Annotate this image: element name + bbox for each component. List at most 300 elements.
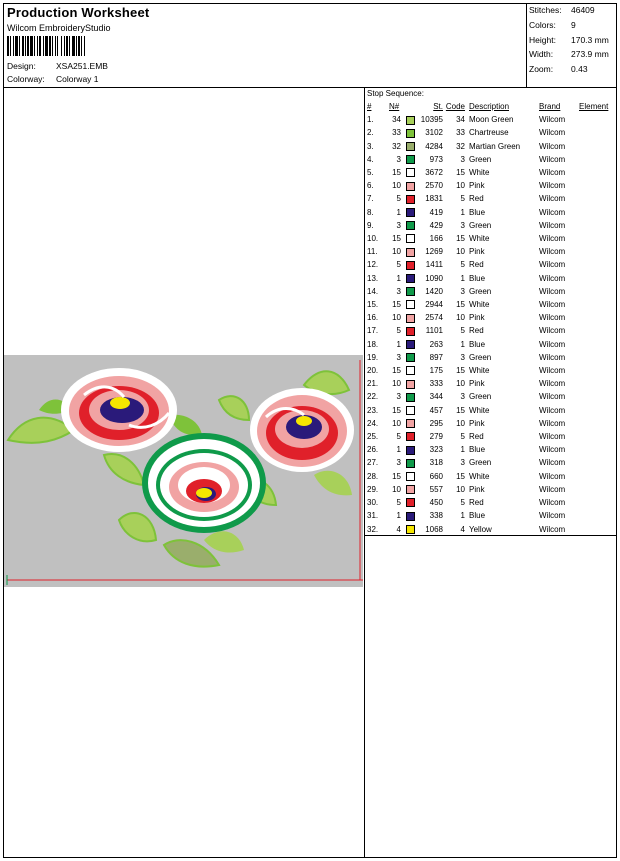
- row-swatch: [401, 417, 420, 430]
- stat-colors: [529, 20, 609, 35]
- row-brand: Wilcom: [539, 115, 566, 125]
- row-description: Blue: [469, 273, 486, 283]
- color-swatch-icon: [406, 498, 415, 507]
- color-swatch-icon: [406, 208, 415, 217]
- row-description: Red: [469, 432, 484, 442]
- col-header-code: Code: [445, 102, 465, 111]
- row-brand: Wilcom: [539, 300, 566, 310]
- stat-value: 9: [571, 19, 576, 30]
- row-brand: Wilcom: [539, 432, 566, 442]
- row-code: 5: [460, 260, 465, 270]
- row-brand: Wilcom: [539, 128, 566, 138]
- row-stitches: 450: [429, 498, 443, 508]
- row-stitches: 2574: [425, 313, 443, 323]
- row-element: [579, 285, 609, 298]
- stat-label: Stitches:: [529, 5, 562, 15]
- row-swatch: [401, 219, 420, 232]
- row-description: Green: [469, 458, 492, 468]
- row-index: 31.: [367, 511, 379, 521]
- row-code: 4: [460, 524, 465, 534]
- row-description: Blue: [469, 339, 486, 349]
- row-description: White: [469, 366, 490, 376]
- color-swatch-icon: [406, 459, 415, 468]
- table-row: [366, 245, 609, 258]
- row-brand: Wilcom: [539, 484, 566, 494]
- row-stitches: 457: [429, 405, 443, 415]
- col-header-stitches: St.: [433, 102, 443, 111]
- row-stitches: 4284: [425, 141, 443, 151]
- row-brand: Wilcom: [539, 352, 566, 362]
- row-index: 15.: [367, 300, 379, 310]
- row-element: [579, 192, 609, 205]
- row-stitches: 557: [429, 484, 443, 494]
- color-swatch-icon: [406, 512, 415, 521]
- row-code: 3: [460, 458, 465, 468]
- color-swatch-icon: [406, 380, 415, 389]
- row-brand: Wilcom: [539, 234, 566, 244]
- row-brand: Wilcom: [539, 418, 566, 428]
- row-stitches: 2944: [425, 300, 443, 310]
- color-swatch-icon: [406, 366, 415, 375]
- color-swatch-icon: [406, 485, 415, 494]
- row-index: 32.: [367, 524, 379, 534]
- color-swatch-icon: [406, 261, 415, 270]
- row-needle: 34: [392, 115, 401, 125]
- row-index: 11.: [367, 247, 378, 257]
- row-stitches: 323: [429, 445, 443, 455]
- row-swatch: [401, 351, 420, 364]
- color-swatch-icon: [406, 221, 415, 230]
- row-description: Blue: [469, 207, 486, 217]
- row-needle: 15: [392, 234, 401, 244]
- color-swatch-icon: [406, 406, 415, 415]
- color-swatch-icon: [406, 234, 415, 243]
- color-swatch-icon: [406, 314, 415, 323]
- row-needle: 15: [392, 300, 401, 310]
- row-needle: 5: [396, 326, 401, 336]
- row-description: White: [469, 234, 490, 244]
- row-swatch: [401, 509, 420, 522]
- row-index: 24.: [367, 418, 379, 428]
- color-swatch-icon: [406, 353, 415, 362]
- color-swatch-icon: [406, 116, 415, 125]
- color-swatch-icon: [406, 525, 415, 534]
- row-description: Martian Green: [469, 141, 521, 151]
- row-swatch: [401, 298, 420, 311]
- row-code: 5: [460, 432, 465, 442]
- row-brand: Wilcom: [539, 313, 566, 323]
- row-stitches: 1420: [425, 286, 443, 296]
- stop-sequence-title: Stop Sequence:: [367, 89, 424, 98]
- row-stitches: 344: [429, 392, 443, 402]
- row-element: [579, 404, 609, 417]
- row-needle: 3: [396, 458, 401, 468]
- row-description: Green: [469, 154, 492, 164]
- row-description: Red: [469, 260, 484, 270]
- row-index: 20.: [367, 366, 379, 376]
- color-swatch-icon: [406, 248, 415, 257]
- table-row: [366, 179, 609, 192]
- table-row: [366, 311, 609, 324]
- col-header-index: #: [367, 102, 372, 111]
- row-swatch: [401, 192, 420, 205]
- row-index: 21.: [367, 379, 379, 389]
- table-row: [366, 523, 609, 536]
- row-needle: 5: [396, 498, 401, 508]
- table-row: [366, 483, 609, 496]
- row-index: 18.: [367, 339, 379, 349]
- row-needle: 5: [396, 194, 401, 204]
- embroidery-peony-design-icon: [4, 355, 363, 587]
- row-needle: 10: [392, 484, 401, 494]
- row-code: 1: [460, 445, 465, 455]
- color-swatch-icon: [406, 300, 415, 309]
- row-code: 1: [460, 207, 465, 217]
- row-needle: 10: [392, 418, 401, 428]
- stat-height: [529, 35, 609, 50]
- row-description: White: [469, 300, 490, 310]
- color-swatch-icon: [406, 472, 415, 481]
- row-index: 23.: [367, 405, 379, 415]
- row-brand: Wilcom: [539, 220, 566, 230]
- row-brand: Wilcom: [539, 379, 566, 389]
- row-index: 12.: [367, 260, 379, 270]
- row-index: 22.: [367, 392, 379, 402]
- row-stitches: 429: [429, 220, 443, 230]
- stats-divider: [526, 3, 527, 87]
- color-swatch-icon: [406, 287, 415, 296]
- row-swatch: [401, 232, 420, 245]
- row-description: Green: [469, 286, 492, 296]
- table-row: [366, 272, 609, 285]
- row-index: 14.: [367, 286, 379, 296]
- row-code: 3: [460, 392, 465, 402]
- row-needle: 4: [396, 524, 401, 534]
- row-brand: Wilcom: [539, 458, 566, 468]
- table-row: [366, 417, 609, 430]
- row-element: [579, 179, 609, 192]
- stat-zoom: [529, 64, 609, 79]
- table-row: [366, 232, 609, 245]
- row-stitches: 419: [429, 207, 443, 217]
- row-index: 27.: [367, 458, 379, 468]
- row-description: White: [469, 471, 490, 481]
- stop-sequence-table: [366, 100, 609, 536]
- row-stitches: 166: [429, 234, 443, 244]
- row-code: 1: [460, 339, 465, 349]
- row-element: [579, 364, 609, 377]
- row-brand: Wilcom: [539, 247, 566, 257]
- row-element: [579, 258, 609, 271]
- row-stitches: 1068: [425, 524, 443, 534]
- row-brand: Wilcom: [539, 141, 566, 151]
- table-row: [366, 404, 609, 417]
- row-brand: Wilcom: [539, 339, 566, 349]
- row-swatch: [401, 285, 420, 298]
- row-element: [579, 126, 609, 139]
- row-brand: Wilcom: [539, 366, 566, 376]
- row-brand: Wilcom: [539, 326, 566, 336]
- row-stitches: 333: [429, 379, 443, 389]
- row-description: Blue: [469, 511, 486, 521]
- row-swatch: [401, 179, 420, 192]
- row-needle: 1: [396, 445, 401, 455]
- row-element: [579, 219, 609, 232]
- stat-value: 46409: [571, 5, 595, 15]
- row-code: 10: [456, 484, 465, 494]
- row-code: 3: [460, 154, 465, 164]
- row-needle: 5: [396, 260, 401, 270]
- row-element: [579, 338, 609, 351]
- stat-value: 0.43: [571, 64, 588, 75]
- row-needle: 1: [396, 511, 401, 521]
- row-element: [579, 166, 609, 179]
- row-element: [579, 470, 609, 483]
- row-needle: 15: [392, 471, 401, 481]
- row-needle: 3: [396, 392, 401, 402]
- row-swatch: [401, 523, 420, 536]
- row-swatch: [401, 140, 420, 153]
- colorway-value: Colorway 1: [56, 74, 99, 84]
- row-element: [579, 113, 609, 126]
- color-swatch-icon: [406, 274, 415, 283]
- color-swatch-icon: [406, 432, 415, 441]
- row-description: Green: [469, 220, 492, 230]
- row-element: [579, 456, 609, 469]
- table-header-row: [366, 100, 609, 113]
- row-description: Red: [469, 326, 484, 336]
- row-brand: Wilcom: [539, 405, 566, 415]
- design-label: Design:: [7, 61, 36, 71]
- row-index: 9.: [367, 220, 374, 230]
- table-row: [366, 456, 609, 469]
- row-description: Pink: [469, 313, 485, 323]
- software-name: Wilcom EmbroideryStudio: [7, 23, 111, 33]
- row-code: 15: [456, 366, 465, 376]
- row-code: 3: [460, 352, 465, 362]
- row-brand: Wilcom: [539, 181, 566, 191]
- row-element: [579, 153, 609, 166]
- color-swatch-icon: [406, 155, 415, 164]
- row-swatch: [401, 430, 420, 443]
- row-index: 25.: [367, 432, 379, 442]
- row-description: Pink: [469, 418, 485, 428]
- table-row: [366, 285, 609, 298]
- row-swatch: [401, 338, 420, 351]
- row-element: [579, 483, 609, 496]
- colorway-label: Colorway:: [7, 74, 45, 84]
- row-code: 10: [456, 181, 465, 191]
- row-brand: Wilcom: [539, 524, 566, 534]
- row-code: 15: [456, 471, 465, 481]
- row-index: 29.: [367, 484, 379, 494]
- row-description: Pink: [469, 379, 485, 389]
- row-needle: 15: [392, 405, 401, 415]
- stat-label: Width:: [529, 49, 554, 60]
- row-brand: Wilcom: [539, 498, 566, 508]
- row-needle: 5: [396, 432, 401, 442]
- row-code: 1: [460, 511, 465, 521]
- row-code: 5: [460, 326, 465, 336]
- row-needle: 15: [392, 366, 401, 376]
- row-code: 32: [456, 141, 465, 151]
- table-row: [366, 496, 609, 509]
- row-stitches: 338: [429, 511, 443, 521]
- row-description: Red: [469, 498, 484, 508]
- row-description: Pink: [469, 484, 485, 494]
- table-row: [366, 377, 609, 390]
- row-code: 15: [456, 168, 465, 178]
- row-stitches: 1090: [425, 273, 443, 283]
- color-swatch-icon: [406, 446, 415, 455]
- row-element: [579, 140, 609, 153]
- table-row: [366, 166, 609, 179]
- table-row: [366, 206, 609, 219]
- row-index: 6.: [367, 181, 374, 191]
- table-row: [366, 324, 609, 337]
- row-stitches: 3672: [425, 168, 443, 178]
- row-index: 16.: [367, 313, 379, 323]
- row-needle: 3: [396, 286, 401, 296]
- row-index: 7.: [367, 194, 374, 204]
- row-stitches: 1411: [425, 260, 443, 270]
- table-row: [366, 509, 609, 522]
- row-index: 13.: [367, 273, 379, 283]
- table-row: [366, 153, 609, 166]
- row-swatch: [401, 206, 420, 219]
- page-title: Production Worksheet: [7, 5, 150, 20]
- stat-label: Height:: [529, 34, 556, 45]
- row-stitches: 10395: [420, 115, 443, 125]
- stat-stitches: [529, 5, 609, 20]
- row-swatch: [401, 153, 420, 166]
- col-header-brand: Brand: [539, 102, 561, 111]
- row-code: 15: [456, 405, 465, 415]
- row-stitches: 1269: [425, 247, 443, 257]
- row-element: [579, 443, 609, 456]
- color-swatch-icon: [406, 195, 415, 204]
- row-code: 3: [460, 220, 465, 230]
- row-code: 5: [460, 498, 465, 508]
- row-needle: 1: [396, 207, 401, 217]
- table-row: [366, 338, 609, 351]
- table-row: [366, 430, 609, 443]
- design-stats: [529, 5, 609, 79]
- row-swatch: [401, 324, 420, 337]
- color-swatch-icon: [406, 393, 415, 402]
- stat-value: 273.9 mm: [571, 49, 609, 60]
- row-code: 34: [456, 115, 465, 125]
- row-brand: Wilcom: [539, 445, 566, 455]
- row-stitches: 175: [429, 366, 443, 376]
- row-code: 33: [456, 128, 465, 138]
- row-brand: Wilcom: [539, 260, 566, 270]
- row-index: 2.: [367, 128, 374, 138]
- color-swatch-icon: [406, 419, 415, 428]
- row-swatch: [401, 456, 420, 469]
- row-index: 5.: [367, 168, 374, 178]
- row-element: [579, 245, 609, 258]
- row-code: 5: [460, 194, 465, 204]
- col-header-description: Description: [469, 102, 510, 111]
- row-brand: Wilcom: [539, 273, 566, 283]
- table-row: [366, 298, 609, 311]
- row-stitches: 973: [429, 154, 443, 164]
- row-needle: 33: [392, 128, 401, 138]
- table-row: [366, 140, 609, 153]
- peony-center-icon: [142, 433, 266, 533]
- row-description: White: [469, 168, 490, 178]
- table-row: [366, 351, 609, 364]
- row-element: [579, 390, 609, 403]
- row-code: 1: [460, 273, 465, 283]
- row-index: 8.: [367, 207, 374, 217]
- row-description: Moon Green: [469, 115, 514, 125]
- row-brand: Wilcom: [539, 168, 566, 178]
- row-element: [579, 324, 609, 337]
- row-element: [579, 232, 609, 245]
- row-code: 15: [456, 234, 465, 244]
- row-needle: 32: [392, 141, 401, 151]
- row-needle: 10: [392, 247, 401, 257]
- table-row: [366, 443, 609, 456]
- row-needle: 10: [392, 181, 401, 191]
- row-element: [579, 430, 609, 443]
- row-swatch: [401, 272, 420, 285]
- barcode-icon: [7, 36, 111, 56]
- row-element: [579, 311, 609, 324]
- row-description: White: [469, 405, 490, 415]
- row-element: [579, 509, 609, 522]
- color-swatch-icon: [406, 327, 415, 336]
- col-header-needle: N#: [389, 102, 400, 111]
- color-swatch-icon: [406, 182, 415, 191]
- row-index: 28.: [367, 471, 379, 481]
- row-index: 10.: [367, 234, 379, 244]
- row-description: Green: [469, 392, 492, 402]
- row-stitches: 1831: [425, 194, 443, 204]
- stat-value: 170.3 mm: [571, 34, 609, 45]
- color-swatch-icon: [406, 168, 415, 177]
- row-stitches: 279: [429, 432, 443, 442]
- row-swatch: [401, 364, 420, 377]
- row-index: 3.: [367, 141, 374, 151]
- row-code: 3: [460, 286, 465, 296]
- row-swatch: [401, 311, 420, 324]
- row-description: Green: [469, 352, 492, 362]
- stat-label: Colors:: [529, 19, 556, 30]
- table-row: [366, 390, 609, 403]
- stat-width: [529, 49, 609, 64]
- row-stitches: 263: [429, 339, 443, 349]
- row-stitches: 318: [429, 458, 443, 468]
- row-stitches: 897: [429, 352, 443, 362]
- row-brand: Wilcom: [539, 511, 566, 521]
- peony-right-icon: [250, 388, 354, 472]
- row-index: 26.: [367, 445, 379, 455]
- row-needle: 10: [392, 313, 401, 323]
- row-code: 10: [456, 247, 465, 257]
- table-row: [366, 192, 609, 205]
- design-preview: [4, 355, 363, 587]
- header-divider: [3, 87, 617, 88]
- row-stitches: 2570: [425, 181, 443, 191]
- color-swatch-icon: [406, 129, 415, 138]
- row-index: 19.: [367, 352, 379, 362]
- column-divider: [364, 87, 365, 858]
- row-code: 10: [456, 313, 465, 323]
- row-brand: Wilcom: [539, 392, 566, 402]
